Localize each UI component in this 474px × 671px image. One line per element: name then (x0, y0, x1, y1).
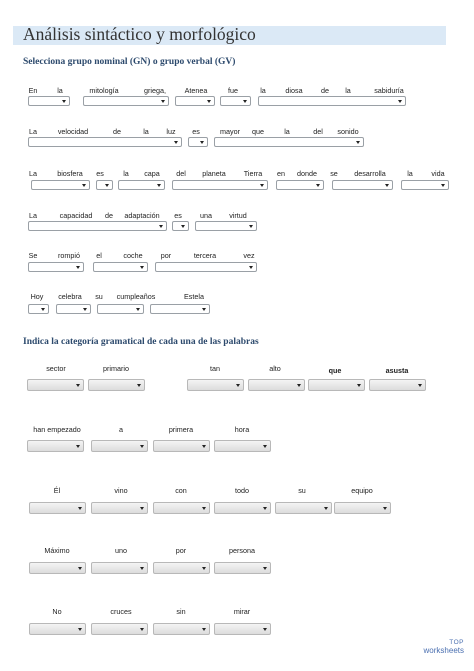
category-select[interactable] (153, 623, 210, 635)
word: griega, (144, 86, 166, 95)
gn-gv-select[interactable] (150, 304, 210, 314)
category-select[interactable] (153, 562, 210, 574)
logo-top-text: TOP (449, 639, 464, 646)
word: virtud (229, 211, 247, 220)
word: por (160, 251, 172, 260)
gn-gv-select[interactable] (195, 221, 257, 231)
word: capa (144, 169, 160, 178)
word: vez (243, 251, 255, 260)
gn-gv-select[interactable] (28, 304, 49, 314)
gn-gv-select[interactable] (214, 137, 364, 147)
word: en (277, 169, 285, 178)
gn-gv-select[interactable] (96, 180, 113, 190)
word: la (143, 127, 149, 136)
category-select[interactable] (91, 623, 148, 635)
word: Estela (184, 292, 204, 301)
word: No (52, 607, 62, 616)
gn-gv-select[interactable] (172, 221, 189, 231)
gn-gv-select[interactable] (93, 262, 148, 272)
category-select[interactable] (29, 502, 86, 514)
gn-gv-select[interactable] (258, 96, 406, 106)
category-select[interactable] (308, 379, 365, 391)
word: que (252, 127, 264, 136)
word: que (328, 366, 342, 375)
word: donde (297, 169, 317, 178)
word: adaptación (124, 211, 160, 220)
word: uno (115, 546, 127, 555)
word: cruces (110, 607, 132, 616)
word: sector (46, 364, 66, 373)
section-2-heading: Indica la categoría gramatical de cada una de las palabras (23, 337, 259, 347)
word: tan (210, 364, 220, 373)
category-select[interactable] (248, 379, 305, 391)
word: hora (234, 425, 250, 434)
word: fue (228, 86, 238, 95)
gn-gv-select[interactable] (31, 180, 90, 190)
word: coche (123, 251, 143, 260)
word: Máximo (44, 546, 70, 555)
word: el (96, 251, 102, 260)
word: vida (431, 169, 445, 178)
word: La (29, 169, 37, 178)
word: sin (176, 607, 186, 616)
category-select[interactable] (187, 379, 244, 391)
word: la (57, 86, 63, 95)
gn-gv-select[interactable] (155, 262, 257, 272)
word: equipo (351, 486, 373, 495)
word: mitología (89, 86, 119, 95)
category-select[interactable] (275, 502, 332, 514)
category-select[interactable] (153, 440, 210, 452)
gn-gv-select[interactable] (28, 221, 167, 231)
word: han empezado (33, 425, 81, 434)
word: diosa (285, 86, 303, 95)
category-select[interactable] (27, 379, 84, 391)
word: desarrolla (354, 169, 386, 178)
logo-worksheets-text: worksheets (423, 645, 464, 655)
category-select[interactable] (214, 502, 271, 514)
word: de (105, 211, 113, 220)
gn-gv-select[interactable] (175, 96, 215, 106)
section-1-heading: Selecciona grupo nominal (GN) o grupo verbal (GV) (23, 57, 236, 67)
word: En (28, 86, 38, 95)
word: Él (53, 486, 61, 495)
word: asusta (385, 366, 409, 375)
word: Se (28, 251, 38, 260)
word: es (192, 127, 200, 136)
word: sonido (337, 127, 359, 136)
word: primera (168, 425, 194, 434)
gn-gv-select[interactable] (401, 180, 449, 190)
word: del (313, 127, 323, 136)
word: primario (103, 364, 129, 373)
word: de (113, 127, 121, 136)
word: mirar (233, 607, 251, 616)
word: rompió (58, 251, 80, 260)
category-select[interactable] (29, 623, 86, 635)
word: se (330, 169, 338, 178)
word: su (95, 292, 103, 301)
word: vino (114, 486, 128, 495)
word: tercera (193, 251, 217, 260)
word: luz (166, 127, 176, 136)
category-select[interactable] (369, 379, 426, 391)
word: planeta (202, 169, 226, 178)
gn-gv-select[interactable] (28, 96, 70, 106)
category-select[interactable] (88, 379, 145, 391)
word: celebra (58, 292, 82, 301)
top-worksheets-logo (424, 640, 464, 655)
word: de (321, 86, 329, 95)
word: con (175, 486, 187, 495)
word: su (298, 486, 306, 495)
word: cumpleaños (116, 292, 156, 301)
category-select[interactable] (214, 623, 271, 635)
word: una (200, 211, 212, 220)
gn-gv-select[interactable] (97, 304, 144, 314)
gn-gv-select[interactable] (188, 137, 208, 147)
word: del (176, 169, 186, 178)
word: la (345, 86, 351, 95)
gn-gv-select[interactable] (56, 304, 91, 314)
word: La (29, 211, 37, 220)
word: persona (229, 546, 255, 555)
word: todo (235, 486, 249, 495)
word: la (407, 169, 413, 178)
word: Tierra (243, 169, 263, 178)
word: es (174, 211, 182, 220)
word: por (175, 546, 187, 555)
word: Hoy (30, 292, 44, 301)
word: la (123, 169, 129, 178)
gn-gv-select[interactable] (332, 180, 393, 190)
gn-gv-select[interactable] (118, 180, 165, 190)
word: la (260, 86, 266, 95)
gn-gv-select[interactable] (220, 96, 251, 106)
page-title: Análisis sintáctico y morfológico (23, 24, 256, 44)
category-select[interactable] (334, 502, 391, 514)
gn-gv-select[interactable] (83, 96, 169, 106)
gn-gv-select[interactable] (276, 180, 324, 190)
word: Atenea (184, 86, 208, 95)
category-select[interactable] (214, 562, 271, 574)
category-select[interactable] (91, 562, 148, 574)
word: mayor (220, 127, 240, 136)
category-select[interactable] (153, 502, 210, 514)
category-select[interactable] (29, 562, 86, 574)
word: velocidad (57, 127, 89, 136)
gn-gv-select[interactable] (28, 137, 182, 147)
gn-gv-select[interactable] (28, 262, 84, 272)
word: la (284, 127, 290, 136)
word: a (119, 425, 123, 434)
gn-gv-select[interactable] (172, 180, 268, 190)
category-select[interactable] (91, 440, 148, 452)
word: biosfera (57, 169, 83, 178)
word: es (96, 169, 104, 178)
word: alto (269, 364, 281, 373)
word: sabiduría (374, 86, 404, 95)
category-select[interactable] (27, 440, 84, 452)
category-select[interactable] (91, 502, 148, 514)
word: La (29, 127, 37, 136)
word: capacidad (59, 211, 93, 220)
category-select[interactable] (214, 440, 271, 452)
